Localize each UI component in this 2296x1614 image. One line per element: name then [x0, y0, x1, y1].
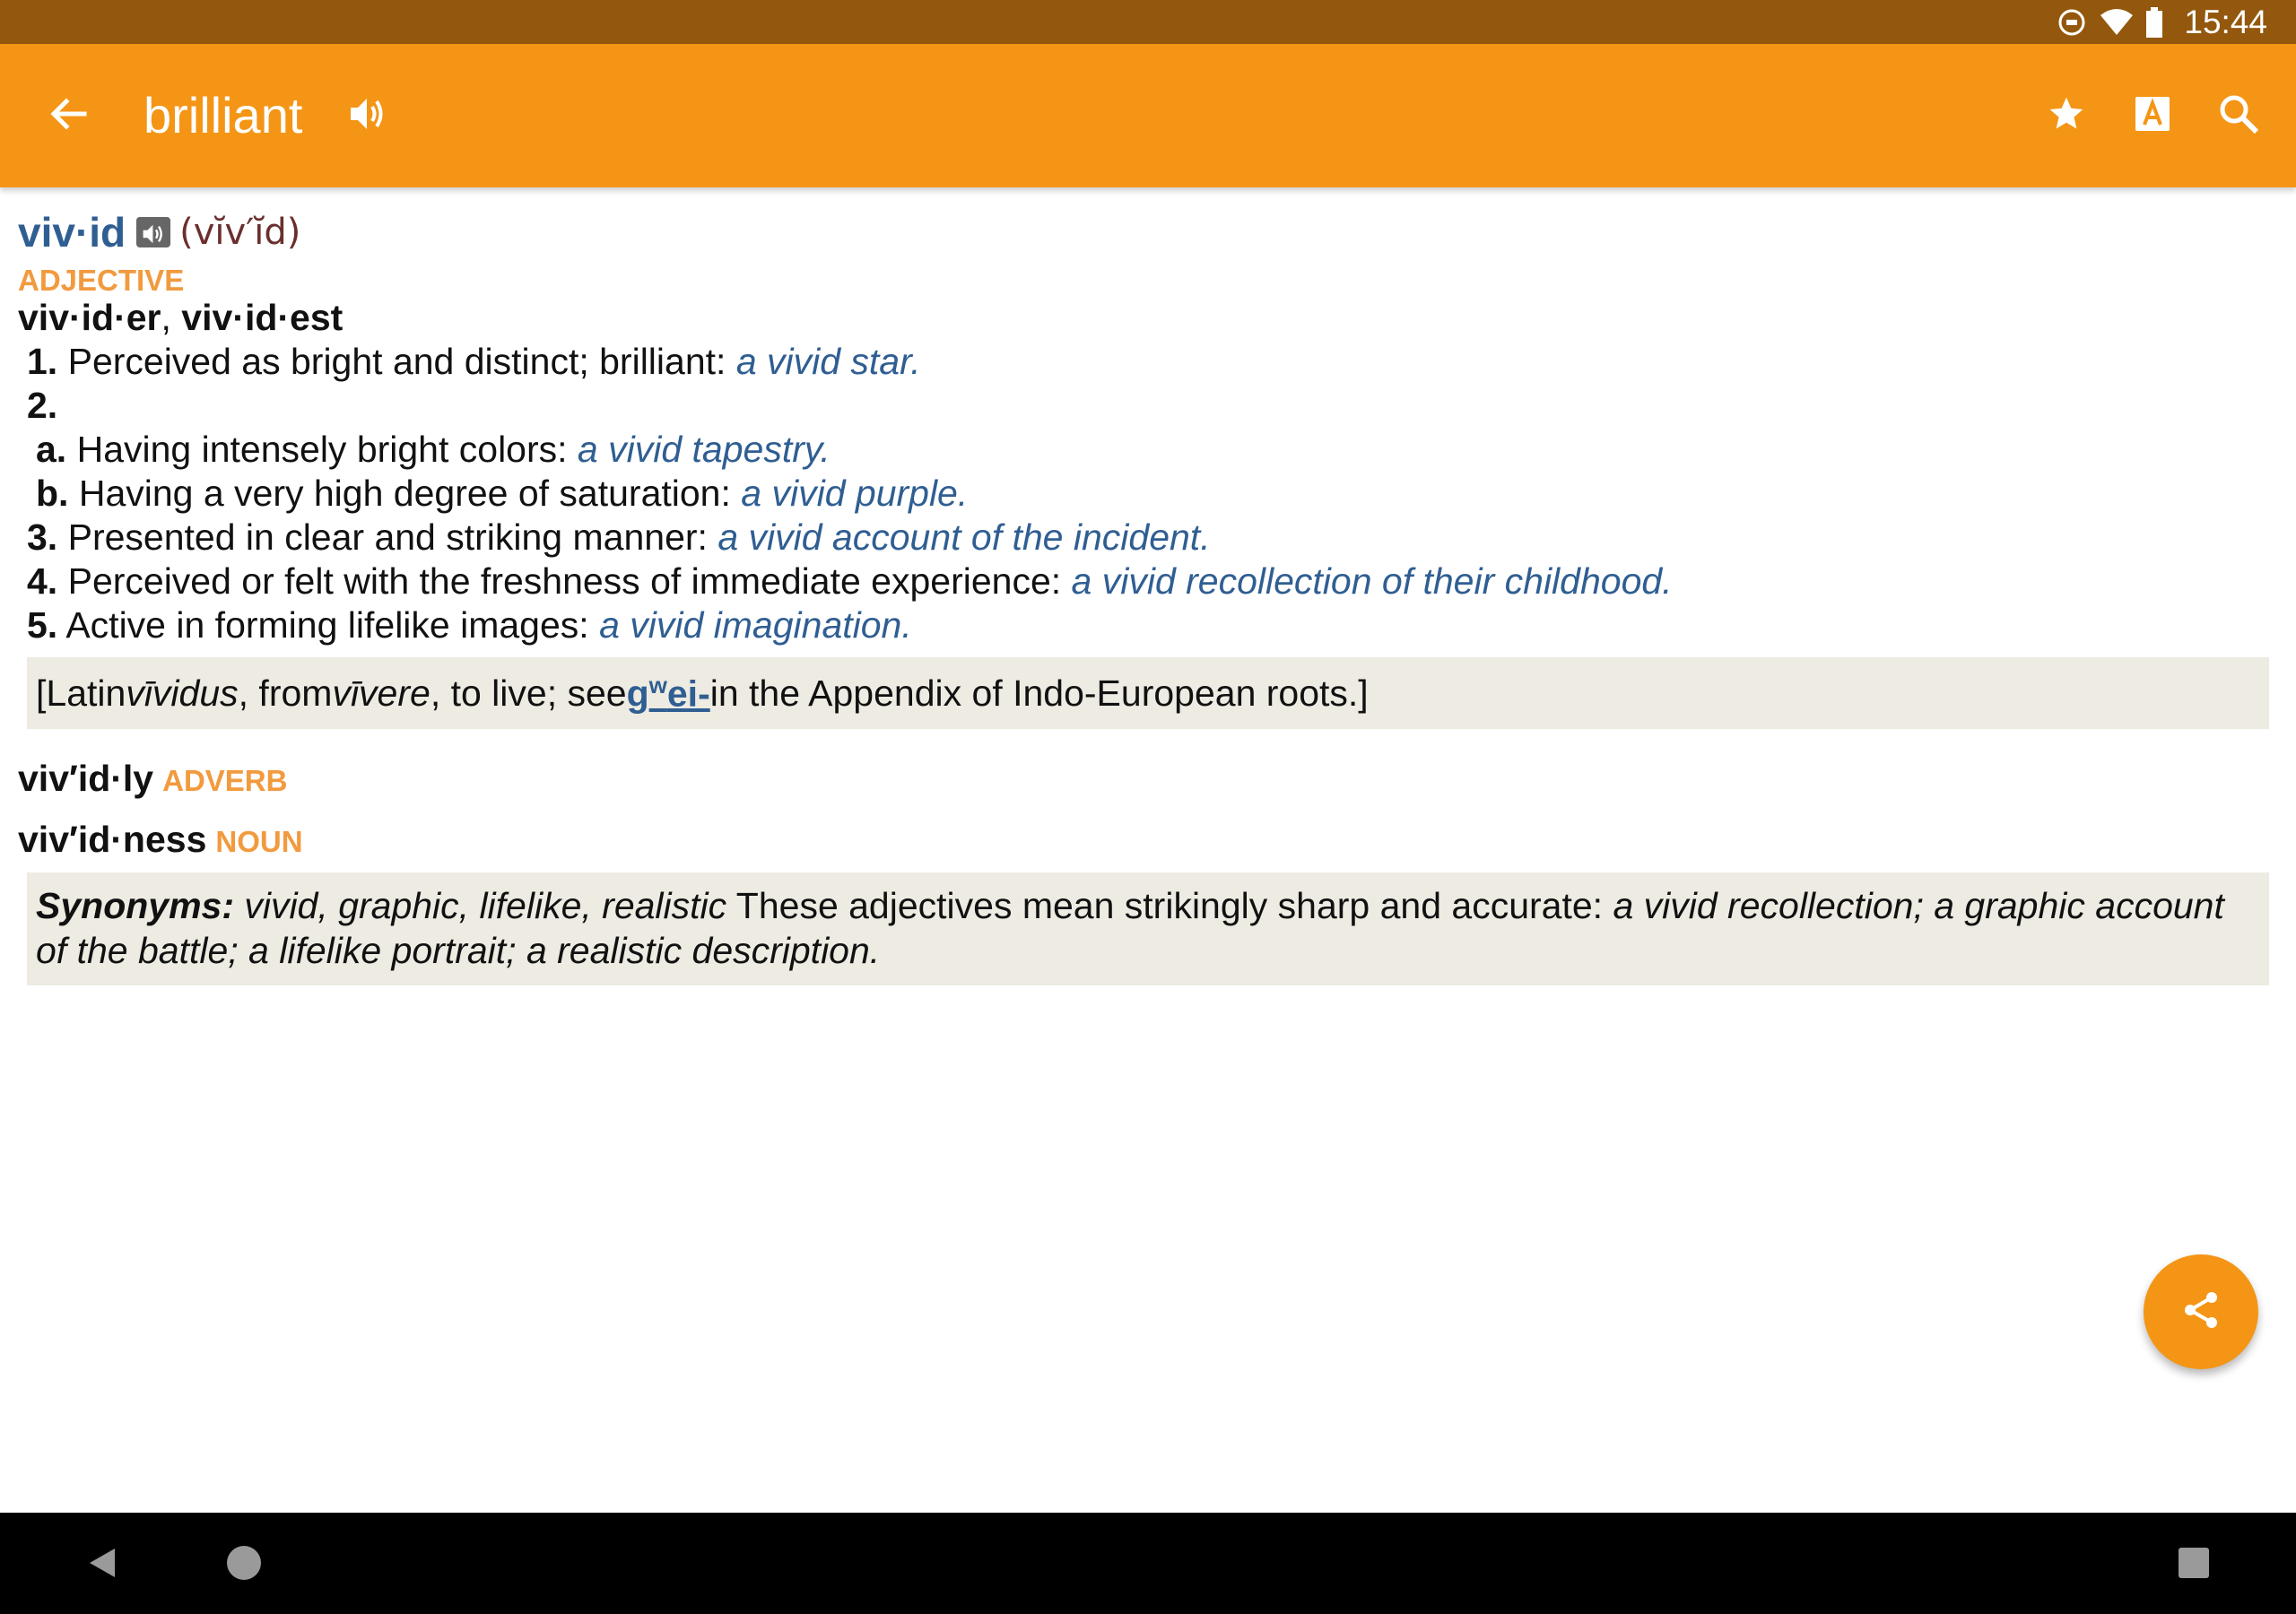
- synonyms-label: Synonyms:: [36, 885, 234, 926]
- sense-example: a vivid account of the incident.: [718, 516, 1211, 558]
- speaker-icon: [141, 212, 166, 254]
- etymology-panel: [27, 657, 2269, 729]
- sense-example: a vivid star.: [735, 341, 921, 382]
- sense-number: 1.: [27, 341, 58, 382]
- status-time: 15:44: [2184, 3, 2267, 40]
- font-size-button[interactable]: [2117, 80, 2188, 152]
- nav-recents-button[interactable]: [2160, 1531, 2228, 1599]
- share-icon: [2179, 1289, 2222, 1336]
- speaker-icon: [347, 93, 388, 139]
- pronunciation: (vĭv′ĭd): [179, 212, 301, 253]
- sense-3: [27, 516, 1211, 560]
- sense-text: Active in forming lifelike images:: [57, 604, 600, 646]
- sense-text: Perceived as bright and distinct; brilliant:: [57, 341, 736, 382]
- battery-icon: [2146, 7, 2162, 38]
- root-link-base: g: [626, 672, 649, 715]
- inflection-superlative: viv·id·est: [181, 297, 344, 338]
- search-button[interactable]: [2203, 80, 2274, 152]
- pronounce-button[interactable]: [341, 89, 395, 143]
- inflection-comparative: viv·id·er: [18, 297, 161, 338]
- part-of-speech: ADJECTIVE: [18, 264, 185, 297]
- sense-2: [27, 384, 57, 428]
- runon-word: viv′id·ly: [18, 758, 154, 799]
- sense-text: Having intensely bright colors:: [66, 429, 578, 470]
- etymology-text: , from: [238, 672, 333, 714]
- sense-example: a vivid imagination.: [599, 604, 912, 646]
- inflection-separator: ,: [161, 297, 182, 338]
- arrow-back-icon: [48, 94, 88, 138]
- status-icons: [2057, 0, 2267, 44]
- runon-part-of-speech: NOUN: [215, 825, 303, 858]
- recents-square-icon: [2177, 1546, 2211, 1584]
- etymology-text: [Latin: [36, 672, 126, 714]
- status-bar: [0, 0, 2296, 44]
- system-navigation-bar: [0, 1513, 2296, 1614]
- sense-number: 2.: [27, 385, 58, 426]
- app-bar: [0, 44, 2296, 187]
- etymology-text: , to live; see: [430, 672, 627, 714]
- nav-home-button[interactable]: [210, 1531, 278, 1599]
- search-icon: [2217, 92, 2260, 140]
- sense-2b: [36, 472, 968, 516]
- favorite-button[interactable]: [2031, 80, 2102, 152]
- runon-adverb: [18, 758, 287, 800]
- root-link-rest: ei-: [666, 672, 710, 715]
- sense-text: Presented in clear and striking manner:: [57, 516, 718, 558]
- sense-number: 5.: [27, 604, 58, 646]
- indo-european-root-link[interactable]: [627, 672, 710, 716]
- sense-example: a vivid purple.: [741, 473, 969, 514]
- data-saver-icon: [2057, 7, 2087, 38]
- etymology-term: vīvidus: [126, 672, 239, 714]
- runon-noun: [18, 819, 303, 861]
- synonym-words: vivid, graphic, lifelike, realistic: [234, 885, 727, 926]
- sense-5: [27, 603, 912, 647]
- synonym-examples: a vivid recollection; a graphic account of the battle; a lifelike portrait; a realistic description.: [36, 885, 2224, 971]
- font-size-icon: [2134, 95, 2171, 137]
- star-icon: [2047, 94, 2086, 138]
- nav-back-button[interactable]: [68, 1531, 136, 1599]
- etymology-text: in the Appendix of Indo-European roots.]: [709, 672, 1369, 714]
- inflections: [18, 297, 343, 339]
- wifi-icon: [2100, 8, 2134, 37]
- home-circle-icon: [225, 1544, 263, 1586]
- sense-2a: [36, 428, 831, 472]
- sense-text: Perceived or felt with the freshness of immediate experience:: [57, 560, 1072, 602]
- headword: viv·id: [18, 209, 126, 256]
- search-term-title: brilliant: [144, 87, 303, 143]
- back-button[interactable]: [32, 80, 104, 152]
- headword-row: [18, 205, 300, 259]
- sense-1: [27, 340, 921, 384]
- sense-example: a vivid recollection of their childhood.: [1071, 560, 1673, 602]
- sense-number: b.: [36, 473, 69, 514]
- pronunciation-audio-button[interactable]: [136, 217, 170, 247]
- sense-number: a.: [36, 429, 67, 470]
- sense-number: 3.: [27, 516, 58, 558]
- runon-word: viv′id·ness: [18, 819, 207, 860]
- root-link-superscript: w: [648, 671, 667, 699]
- etymology-term: vīvere: [332, 672, 430, 714]
- synonym-explanation: These adjectives mean strikingly sharp and accurate:: [726, 885, 1613, 926]
- back-triangle-icon: [84, 1545, 120, 1585]
- synonyms-panel: [27, 872, 2269, 985]
- sense-4: [27, 560, 1673, 603]
- sense-example: a vivid tapestry.: [577, 429, 831, 470]
- sense-text: Having a very high degree of saturation:: [68, 473, 742, 514]
- sense-number: 4.: [27, 560, 58, 602]
- runon-part-of-speech: ADVERB: [162, 764, 288, 797]
- share-button[interactable]: [2144, 1254, 2258, 1369]
